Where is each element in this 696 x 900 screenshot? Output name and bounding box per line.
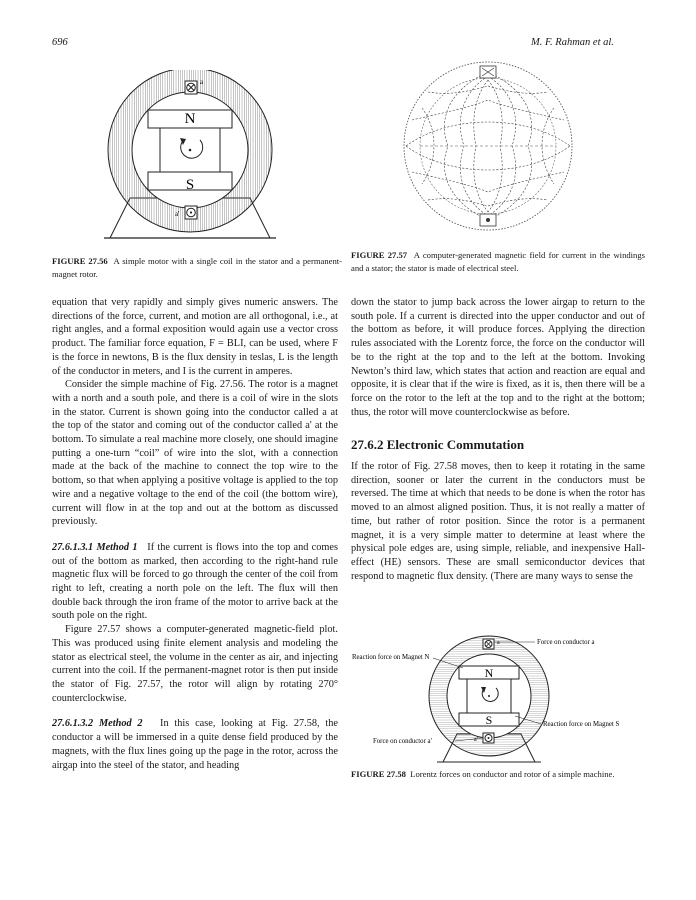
- right-paragraph-2: If the rotor of Fig. 27.58 moves, then to keep it rotating in the same direction, sooner or later the current in the conductors must be reversed. The time at which that needs to be done is when the rotor has moved to an almost aligned position. Thus, it is not really a matter of time, but rather of rotor position. Since the rotor is a permanent magnet, it is a very simple matter to determine at least where the physical pole edges are, using simple, reliable, and inexpensive Hall-effect (HE) sensors. These are small semiconductor devices that respond to magnetic flux density. (There are many ways to sense the: [351, 461, 645, 582]
- figure-27-56-caption: [52, 255, 342, 280]
- left-column: [52, 296, 338, 772]
- left-paragraph-5: [52, 717, 338, 772]
- left-paragraph-2: Consider the simple machine of Fig. 27.56. The rotor is a magnet with a north and a south pole, and there is a coil of wire in the slots in the stator. Current is shown going into the conductor called a at the top of the stator and coming out of the conductor called a' at the bottom. To simulate a real machine more closely, one should imagine putting a one-turn “coil” of wire into the slot, with a connection made at the back of the machine to connect the top wire to the bottom, so that when applying a positive voltage is applied to the top wire and a negative voltage to the end of the coil (the bottom wire), current will flow in at the top and out at the bottom as discussed previously.: [52, 379, 338, 528]
- left-paragraph-1: equation that very rapidly and simply gives numeric answers. The directions of the force, current, and motion are all orthogonal, i.e., at right angles, and a formal exposition would again use a vector cross product. The familiar force equation, F = BLI, can be used, where F is the force in newtons, B is the flux density in teslas, L is the length of the conductor in meters, and I is the current in amperes.: [52, 297, 338, 377]
- figure-27-58-caption-text: Lorentz forces on conductor and rotor of a simple machine.: [410, 769, 615, 779]
- figure-27-58-label: FIGURE 27.58: [351, 769, 406, 779]
- left-paragraph-3: [52, 541, 338, 623]
- method-2-text: In this case, looking at Fig. 27.58, the conductor a will be immersed in a quite dense field produced by the magnets, with the flux lines going up the page in the rotor, across the airgap into the steel of the stator, and heading: [52, 718, 338, 771]
- right-column-top: [351, 296, 645, 583]
- right-paragraph-1: down the stator to jump back across the lower airgap to return to the south pole. If a current is directed into the upper conductor and out of the bottom as before, it will produce forces. Applying the direction rules associated with the Lorentz force, the force on the conductor will be to the right at the top and to the left at the bottom. Invoking Newton’s third law, which states that action and reaction are equal and opposite, it is clear that if the wire is fixed, as it is, then there will be a force on the rotor to the left at the top and to the right at the bottom; thus, the rotor will move counterclockwise as before.: [351, 297, 645, 418]
- left-paragraph-4: Figure 27.57 shows a computer-generated magnetic-field plot. This was produced using finite element analysis and modeling the stator as electrical steel, the volume in the center as air, and injecting current into the coil. If the permanent-magnet rotor is then put inside the stator of Fig. 27.57, the rotor will align by rotating 270° counterclockwise.: [52, 624, 338, 704]
- fig58-pole-south: S: [485, 713, 493, 727]
- fig58-conductor-a-prime: a': [474, 737, 478, 743]
- figure-27-58-caption: [351, 768, 645, 781]
- fig56-pole-south: S: [185, 177, 195, 193]
- method-1-text: If the current is flows into the top and comes out of the bottom as marked, then according to the right-hand rule magnetic flux will be forced to go through the center of the coil from right to left, creating a north pole on the left. The flux will then double back through the iron frame of the motor to arrive back at the south pole on the right.: [52, 541, 338, 622]
- fig56-conductor-a: a: [200, 78, 204, 86]
- method-2-heading: 27.6.1.3.2 Method 2: [52, 718, 143, 730]
- figure-27-56-caption-text: A simple motor with a single coil in the stator and a permanent-magnet rotor.: [52, 256, 342, 279]
- method-1-heading: 27.6.1.3.1 Method 1: [52, 541, 138, 553]
- fig58-annotation-magnet-s: Reaction force on Magnet S: [543, 721, 620, 728]
- fig58-conductor-a: a: [497, 640, 500, 646]
- section-heading: 27.6.2 Electronic Commutation: [351, 437, 525, 453]
- fig58-annotation-force-a: Force on conductor a: [537, 639, 595, 646]
- figure-27-57-label: FIGURE 27.57: [351, 250, 408, 260]
- fig58-annotation-force-a-prime: Force on conductor a': [373, 738, 432, 745]
- figure-27-56-label: FIGURE 27.56: [52, 256, 108, 266]
- figure-27-57-caption-text: A computer-generated magnetic field for current in the windings and a stator; the stator is made of electrical steel.: [351, 250, 645, 273]
- page-number: 696: [52, 37, 68, 48]
- running-title: M. F. Rahman et al.: [531, 37, 614, 48]
- fig56-pole-north: N: [184, 111, 196, 127]
- fig58-pole-north: N: [484, 666, 494, 680]
- figure-27-57-field-plot: [398, 60, 578, 232]
- fig58-annotation-magnet-n: Reaction force on Magnet N: [352, 654, 430, 661]
- figure-27-56-motor-diagram: [90, 70, 290, 242]
- figure-27-58-lorentz-diagram: [351, 634, 645, 764]
- figure-27-57-caption: [351, 249, 645, 274]
- fig56-conductor-a-prime: a': [175, 210, 180, 218]
